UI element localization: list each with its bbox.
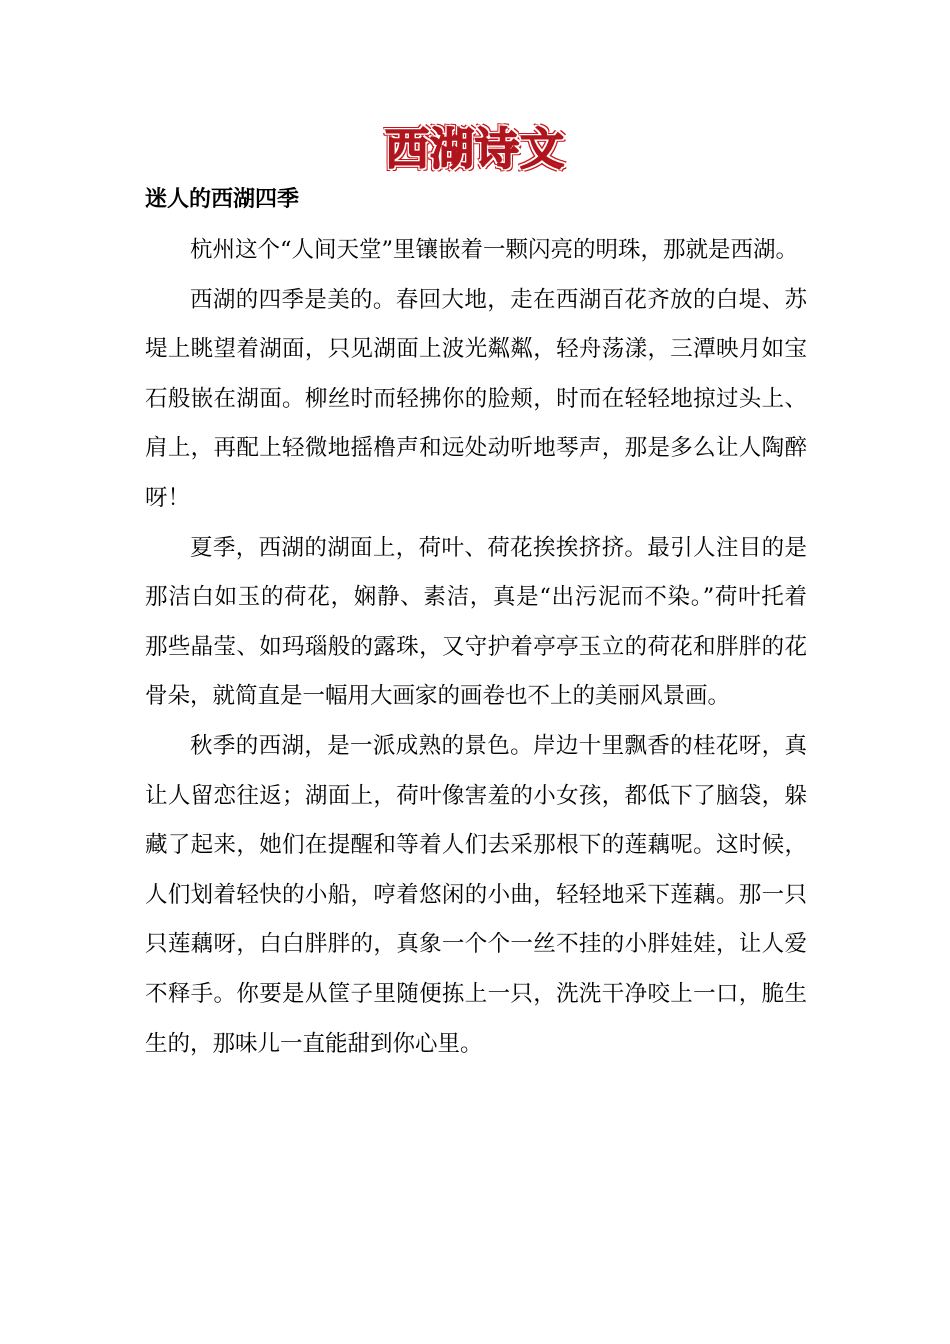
paragraph-autumn: 秋季的西湖，是一派成熟的景色。岸边十里飘香的桂花呀，真让人留恋往返；湖面上，荷叶像害羞的小女孩，都低下了脑袋，躲藏了起来，她们在提醒和等着人们去采那根下的莲藕呢。这时候，人们划着轻快的小船，哼着悠闲的小曲，轻轻地采下莲藕。那一只只莲藕呀，白白胖胖的，真象一个个一丝不挂的小胖娃娃，让人爱不释手。你要是从筐子里随便拣上一只，洗洗干净咬上一口，脆生生的，那味儿一直能甜到你心里。 [145, 732, 807, 1057]
article-body [145, 226, 807, 1069]
paragraph-spring: 西湖的四季是美的。春回大地，走在西湖百花齐放的白堤、苏堤上眺望着湖面，只见湖面上波光粼粼，轻舟荡漾，三潭映月如宝石般嵌在湖面。柳丝时而轻拂你的脸颊，时而在轻轻地掠过头上、肩上，再配上轻微地摇橹声和远处动听地琴声，那是多么让人陶醉呀！ [145, 286, 807, 511]
paragraph-summer: 夏季，西湖的湖面上，荷叶、荷花挨挨挤挤。最引人注目的是那洁白如玉的荷花，娴静、素洁，真是“出污泥而不染。”荷叶托着那些晶莹、如玛瑙般的露珠，又守护着亭亭玉立的荷花和胖胖的花骨朵，就简直是一幅用大画家的画卷也不上的美丽风景画。 [145, 534, 807, 710]
paragraph-intro: 杭州这个“人间天堂”里镶嵌着一颗闪亮的明珠，那就是西湖。 [190, 237, 799, 263]
document-title: 西湖诗文 [385, 124, 565, 175]
section-heading: 迷人的西湖四季 [145, 187, 300, 212]
